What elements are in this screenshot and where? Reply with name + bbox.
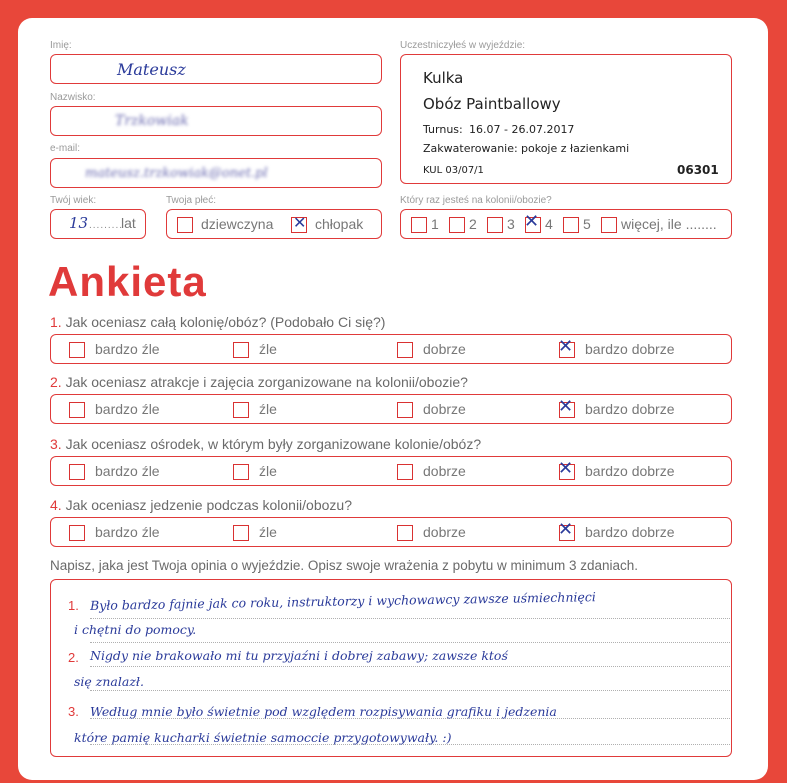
- question-text: Jak oceniasz ośrodek, w którym były zorganizowane kolonie/obóz?: [65, 436, 482, 452]
- rating-option-label: źle: [259, 524, 277, 540]
- female-label: dziewczyna: [201, 216, 274, 232]
- opinion-num-1: 1.: [68, 598, 79, 613]
- accom-value: pokoje z łazienkami: [521, 142, 630, 155]
- camp-name: Kulka: [423, 69, 464, 87]
- check-x-icon: ✕: [558, 336, 574, 357]
- question-text: Jak oceniasz jedzenie podczas kolonii/obozu?: [65, 497, 352, 513]
- question-number: 1.: [50, 314, 62, 330]
- times-4-label: 4: [545, 216, 553, 232]
- camp-info-box: [400, 54, 732, 184]
- survey-form: [18, 18, 768, 780]
- participated-label: Uczestniczyłeś w wyjeździe:: [400, 40, 526, 51]
- question-3: [50, 436, 481, 452]
- times-1-label: 1: [431, 216, 439, 232]
- rating-checkbox[interactable]: [558, 519, 575, 541]
- times-4-checkbox[interactable]: [524, 211, 541, 233]
- survey-title: Ankieta: [48, 258, 207, 305]
- camp-code: KUL 03/07/1: [423, 165, 484, 176]
- rating-checkbox[interactable]: [558, 336, 575, 358]
- dotted-line: [90, 666, 730, 667]
- gender-field: [166, 209, 382, 239]
- rating-option-label: dobrze: [423, 401, 466, 417]
- age-field[interactable]: [50, 209, 146, 239]
- rating-checkbox[interactable]: [397, 464, 413, 480]
- rating-checkbox[interactable]: [233, 402, 249, 418]
- check-x-icon: ✕: [524, 211, 540, 232]
- question-1: [50, 314, 385, 330]
- dotted-line: [90, 690, 730, 691]
- surname-value: Trzkowiak: [115, 113, 189, 129]
- opinion-line: które pamię kucharki świetnie samoccie przygotowywały. :): [74, 730, 452, 745]
- rating-option-label: bardzo dobrze: [585, 341, 675, 357]
- rating-row-2: [50, 394, 732, 424]
- times-more-label: więcej, ile ........: [621, 216, 717, 232]
- rating-option-label: bardzo źle: [95, 463, 160, 479]
- rating-option-label: bardzo dobrze: [585, 524, 675, 540]
- gender-label: Twoja płeć:: [166, 195, 217, 206]
- rating-checkbox[interactable]: [233, 525, 249, 541]
- email-label: e-mail:: [50, 143, 81, 154]
- question-4: [50, 497, 352, 513]
- surname-field[interactable]: [50, 106, 382, 136]
- rating-checkbox[interactable]: [69, 402, 85, 418]
- rating-checkbox[interactable]: [558, 458, 575, 480]
- name-field[interactable]: [50, 54, 382, 84]
- turnus-label: Turnus:: [423, 123, 463, 136]
- opinion-line: Nigdy nie brakowało mi tu przyjaźni i dobrej zabawy; zawsze ktoś: [90, 648, 508, 663]
- rating-checkbox[interactable]: [558, 396, 575, 418]
- rating-option-label: źle: [259, 401, 277, 417]
- opinion-line: się znalazł.: [74, 674, 144, 689]
- question-number: 3.: [50, 436, 62, 452]
- age-dots: .........: [89, 220, 124, 231]
- check-x-icon: ✕: [293, 213, 307, 232]
- rating-checkbox[interactable]: [69, 464, 85, 480]
- times-5-checkbox[interactable]: [563, 217, 579, 233]
- camp-number: 06301: [677, 163, 719, 177]
- rating-option-label: bardzo źle: [95, 341, 160, 357]
- times-more-checkbox[interactable]: [601, 217, 617, 233]
- rating-checkbox[interactable]: [397, 402, 413, 418]
- rating-row-3: [50, 456, 732, 486]
- question-text: Jak oceniasz atrakcje i zajęcia zorganizowane na kolonii/obozie?: [65, 374, 468, 390]
- rating-checkbox[interactable]: [69, 525, 85, 541]
- age-unit: lat: [121, 215, 136, 231]
- surname-label: Nazwisko:: [50, 92, 96, 103]
- question-number: 2.: [50, 374, 62, 390]
- times-label: Który raz jesteś na kolonii/obozie?: [400, 195, 552, 206]
- times-5-label: 5: [583, 216, 591, 232]
- name-label: Imię:: [50, 40, 72, 51]
- rating-option-label: dobrze: [423, 341, 466, 357]
- rating-option-label: dobrze: [423, 463, 466, 479]
- question-text: Jak oceniasz całą kolonię/obóz? (Podobało Ci się?): [65, 314, 386, 330]
- male-checkbox[interactable]: [291, 213, 307, 233]
- female-checkbox[interactable]: [177, 217, 193, 233]
- question-2: [50, 374, 468, 390]
- rating-option-label: źle: [259, 463, 277, 479]
- times-3-label: 3: [507, 216, 515, 232]
- check-x-icon: ✕: [558, 458, 574, 479]
- rating-checkbox[interactable]: [69, 342, 85, 358]
- dotted-line: [90, 642, 730, 643]
- rating-option-label: dobrze: [423, 524, 466, 540]
- opinion-line: i chętni do pomocy.: [74, 622, 197, 637]
- age-label: Twój wiek:: [50, 195, 97, 206]
- times-2-checkbox[interactable]: [449, 217, 465, 233]
- turnus-value: 16.07 - 26.07.2017: [469, 123, 575, 136]
- question-number: 4.: [50, 497, 62, 513]
- times-2-label: 2: [469, 216, 477, 232]
- opinion-line: Było bardzo fajnie jak co roku, instruktorzy i wychowawcy zawsze uśmiechnięci: [89, 589, 596, 613]
- rating-option-label: bardzo dobrze: [585, 401, 675, 417]
- rating-row-1: [50, 334, 732, 364]
- check-x-icon: ✕: [558, 519, 574, 540]
- email-field[interactable]: [50, 158, 382, 188]
- opinion-line: Według mnie było świetnie pod względem rozpisywania grafiku i jedzenia: [90, 704, 557, 719]
- opinion-num-2: 2.: [68, 650, 79, 665]
- rating-option-label: bardzo źle: [95, 401, 160, 417]
- male-label: chłopak: [315, 216, 364, 232]
- rating-option-label: bardzo źle: [95, 524, 160, 540]
- rating-option-label: źle: [259, 341, 277, 357]
- rating-checkbox[interactable]: [397, 342, 413, 358]
- rating-row-4: [50, 517, 732, 547]
- times-3-checkbox[interactable]: [487, 217, 503, 233]
- rating-checkbox[interactable]: [233, 342, 249, 358]
- rating-option-label: bardzo dobrze: [585, 463, 675, 479]
- opinion-prompt: Napisz, jaka jest Twoja opinia o wyjeździe. Opisz swoje wrażenia z pobytu w minimum 3 zdaniach.: [50, 558, 639, 573]
- accom-label: Zakwaterowanie:: [423, 142, 518, 155]
- times-field: [400, 209, 732, 239]
- name-value: Mateusz: [117, 60, 186, 79]
- rating-checkbox[interactable]: [233, 464, 249, 480]
- times-1-checkbox[interactable]: [411, 217, 427, 233]
- dotted-line: [90, 618, 730, 619]
- camp-title: Obóz Paintballowy: [423, 95, 561, 113]
- rating-checkbox[interactable]: [397, 525, 413, 541]
- opinion-num-3: 3.: [68, 704, 79, 719]
- email-value: mateusz.trzkowiak@onet.pl: [85, 166, 268, 181]
- age-value: 13: [69, 214, 89, 232]
- check-x-icon: ✕: [558, 396, 574, 417]
